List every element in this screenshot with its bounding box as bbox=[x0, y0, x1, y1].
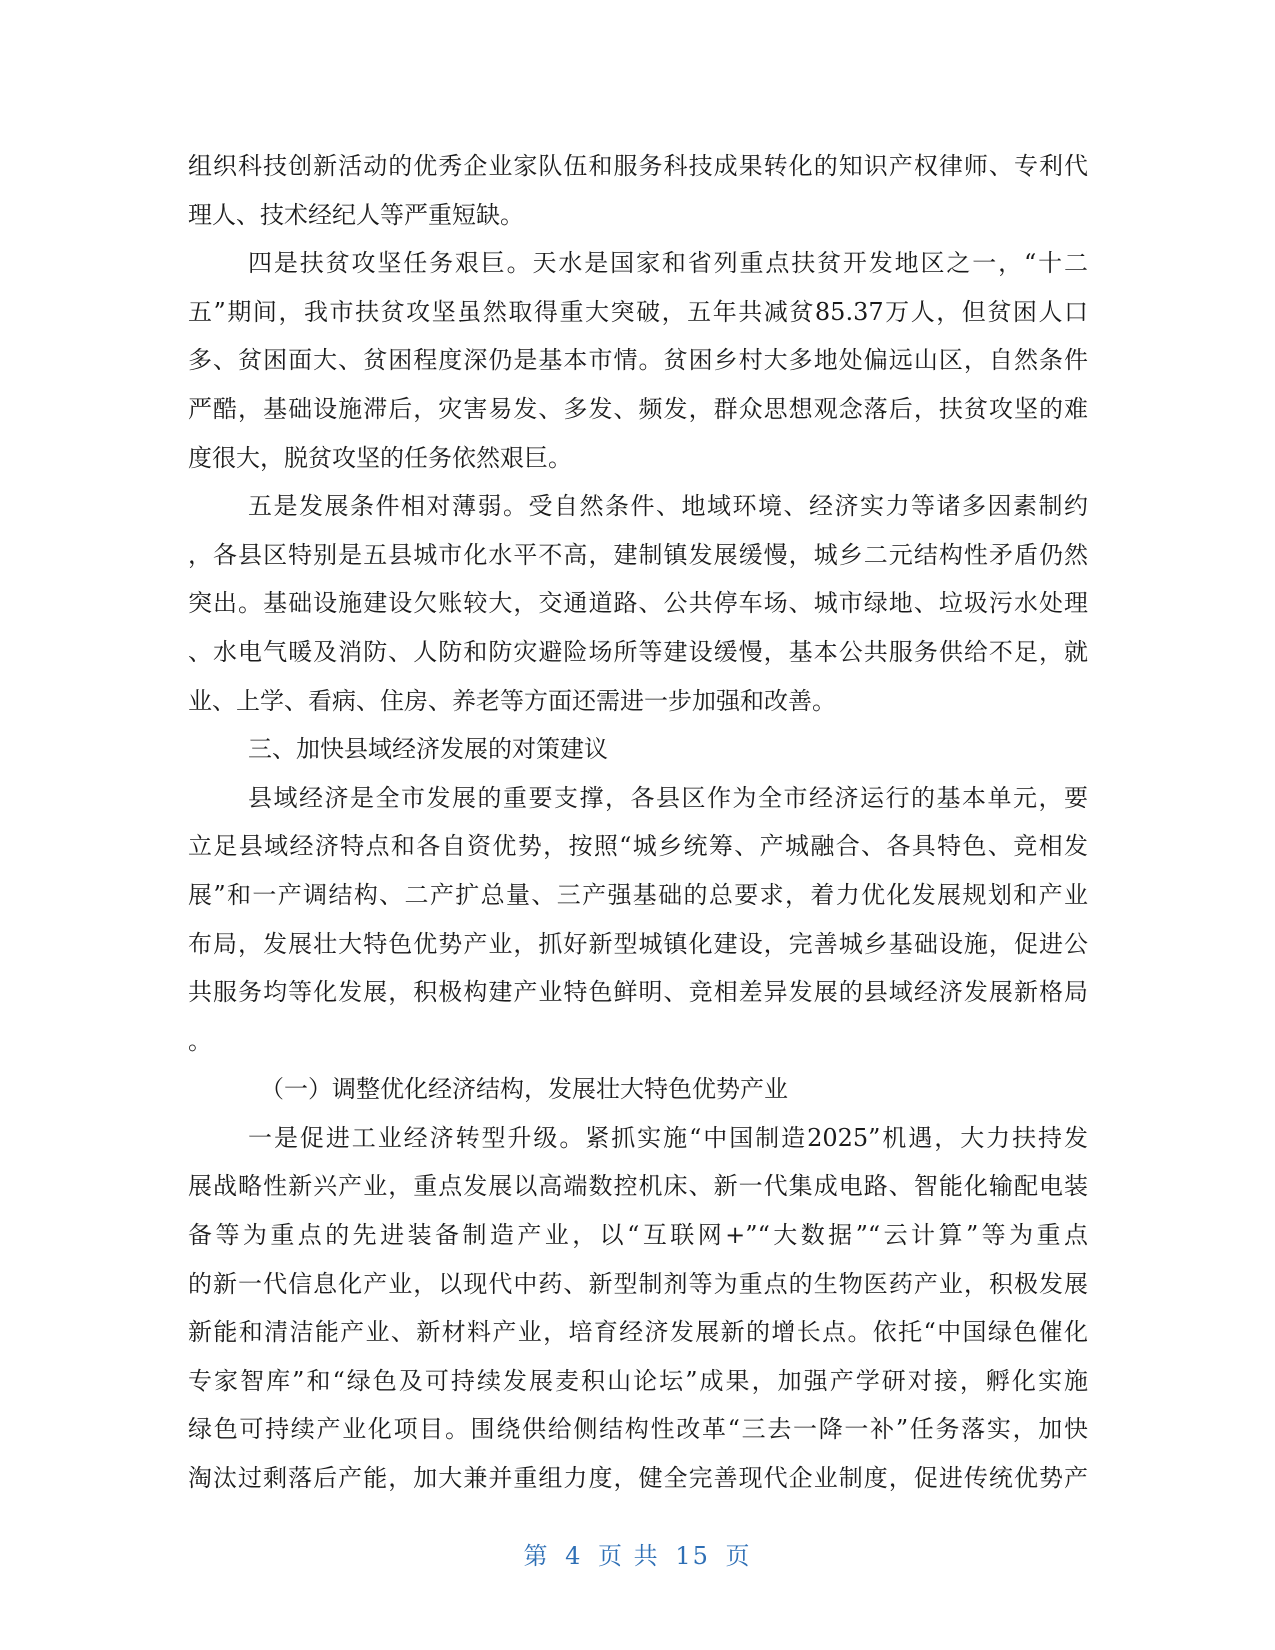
footer-prefix: 第 bbox=[523, 1542, 550, 1570]
body-line: 的新一代信息化产业，以现代中药、新型制剂等为重点的生物医药产业，积极发展 bbox=[188, 1269, 1088, 1298]
body-line: 严酷，基础设施滞后，灾害易发、多发、频发，群众思想观念落后，扶贫攻坚的难 bbox=[188, 394, 1088, 423]
body-line: 县域经济是全市发展的重要支撑，各县区作为全市经济运行的基本单元，要 bbox=[248, 783, 1088, 812]
body-line: 五是发展条件相对薄弱。受自然条件、地域环境、经济实力等诸多因素制约 bbox=[248, 492, 1088, 521]
body-line: 备等为重点的先进装备制造产业，以“互联网+”“大数据”“云计算”等为重点 bbox=[188, 1221, 1088, 1250]
body-line: 淘汰过剩落后产能，加大兼并重组力度，健全完善现代企业制度，促进传统优势产 bbox=[188, 1464, 1088, 1493]
body-line: 展战略性新兴产业，重点发展以高端数控机床、新一代集成电路、智能化输配电装 bbox=[188, 1172, 1088, 1201]
body-line: 展”和一产调结构、二产扩总量、三产强基础的总要求，着力优化发展规划和产业 bbox=[188, 880, 1088, 909]
body-line: ，各县区特别是五县城市化水平不高，建制镇发展缓慢，城乡二元结构性矛盾仍然 bbox=[188, 540, 1088, 569]
body-line: 四是扶贫攻坚任务艰巨。天水是国家和省列重点扶贫开发地区之一，“十二 bbox=[248, 249, 1088, 278]
body-line: 五”期间，我市扶贫攻坚虽然取得重大突破，五年共减贫85.37万人，但贫困人口 bbox=[188, 297, 1088, 326]
body-line: 理人、技术经纪人等严重短缺。 bbox=[188, 200, 524, 229]
footer-suffix: 页 bbox=[725, 1542, 752, 1570]
body-line: 布局，发展壮大特色优势产业，抓好新型城镇化建设，完善城乡基础设施，促进公 bbox=[188, 929, 1088, 958]
current-page-number: 4 bbox=[565, 1542, 583, 1570]
page-footer bbox=[0, 1536, 1275, 1571]
body-line: 突出。基础设施建设欠账较大，交通道路、公共停车场、城市绿地、垃圾污水处理 bbox=[188, 589, 1088, 618]
total-pages-number: 15 bbox=[675, 1542, 710, 1570]
body-line: 、水电气暖及消防、人防和防灾避险场所等建设缓慢，基本公共服务供给不足，就 bbox=[188, 637, 1088, 666]
subsection-heading: （一）调整优化经济结构，发展壮大特色优势产业 bbox=[260, 1075, 788, 1104]
body-line: 共服务均等化发展，积极构建产业特色鲜明、竞相差异发展的县域经济发展新格局 bbox=[188, 978, 1088, 1007]
body-line: 专家智库”和“绿色及可持续发展麦积山论坛”成果，加强产学研对接，孵化实施 bbox=[188, 1366, 1088, 1395]
body-line: 新能和清洁能产业、新材料产业，培育经济发展新的增长点。依托“中国绿色催化 bbox=[188, 1318, 1088, 1347]
body-line: 多、贫困面大、贫困程度深仍是基本市情。贫困乡村大多地处偏远山区，自然条件 bbox=[188, 346, 1088, 375]
body-line: 绿色可持续产业化项目。围绕供给侧结构性改革“三去一降一补”任务落实，加快 bbox=[188, 1415, 1088, 1444]
body-line: 度很大，脱贫攻坚的任务依然艰巨。 bbox=[188, 443, 572, 472]
section-heading: 三、加快县域经济发展的对策建议 bbox=[248, 735, 608, 764]
body-line: 一是促进工业经济转型升级。紧抓实施“中国制造2025”机遇，大力扶持发 bbox=[248, 1123, 1088, 1152]
body-line: 业、上学、看病、住房、养老等方面还需进一步加强和改善。 bbox=[188, 686, 836, 715]
body-line: 。 bbox=[188, 1026, 212, 1055]
body-line: 组织科技创新活动的优秀企业家队伍和服务科技成果转化的知识产权律师、专利代 bbox=[188, 152, 1088, 180]
footer-middle: 页 共 bbox=[598, 1542, 660, 1570]
body-line: 立足县域经济特点和各自资优势，按照“城乡统筹、产城融合、各具特色、竞相发 bbox=[188, 832, 1088, 861]
document-body bbox=[188, 142, 1088, 1503]
